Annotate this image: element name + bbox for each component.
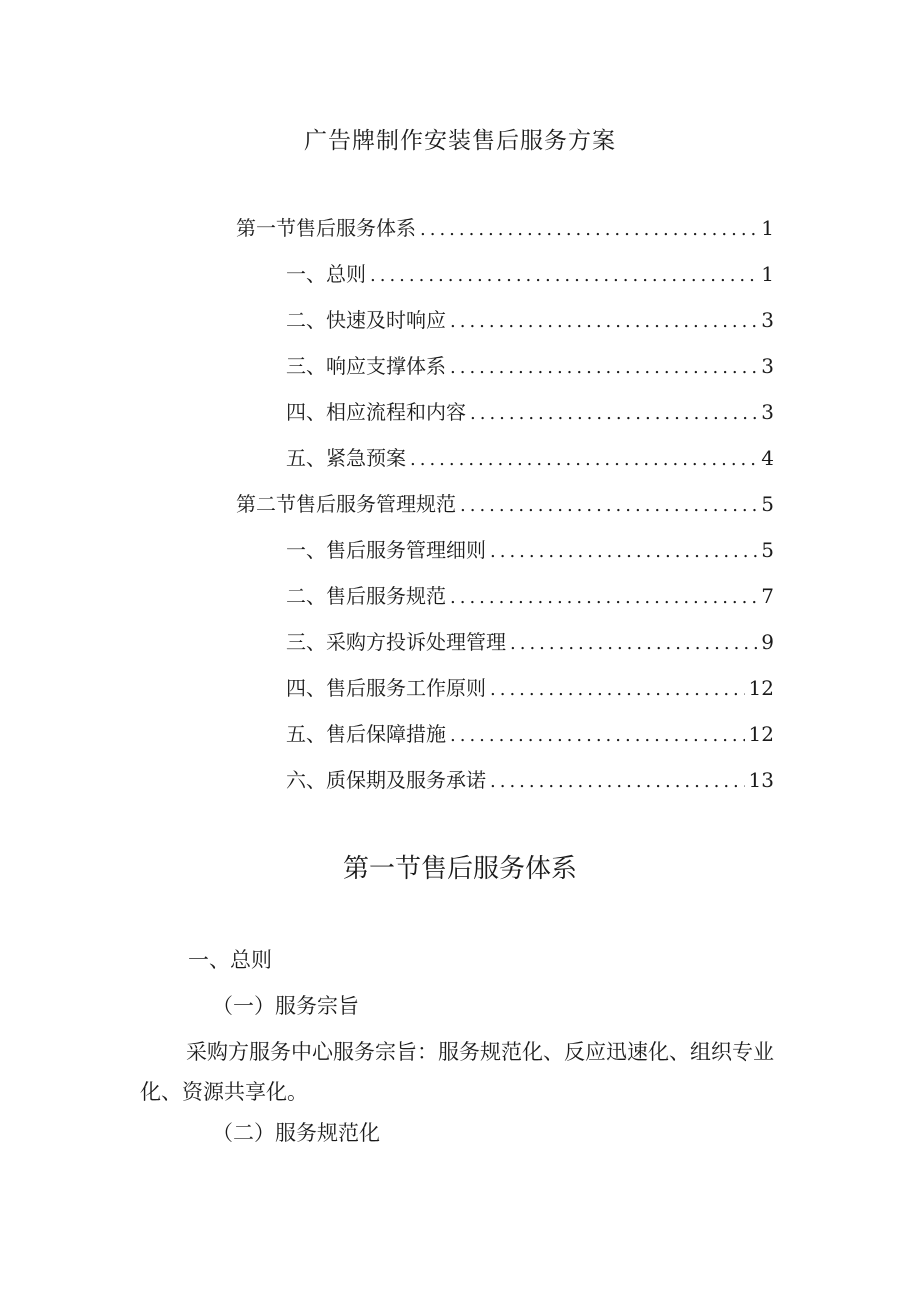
sub-item-heading: （一）服务宗旨 <box>212 994 359 1018</box>
toc-entry[interactable] <box>0 668 774 714</box>
toc-page-number: 12 <box>748 722 774 746</box>
toc-entry[interactable] <box>0 484 774 530</box>
toc-entry[interactable] <box>0 346 774 392</box>
toc-entry-label: 二、售后服务规范 <box>286 584 446 608</box>
toc-page-number: 3 <box>761 354 774 378</box>
toc-leader-dots <box>420 210 757 250</box>
toc-entry-label: 五、售后保障措施 <box>286 722 446 746</box>
toc-page-number: 5 <box>761 492 774 516</box>
toc-entry-label: 六、质保期及服务承诺 <box>286 768 486 792</box>
toc-leader-dots <box>450 348 757 388</box>
toc-leader-dots <box>410 440 757 480</box>
sub-item-heading: （二）服务规范化 <box>212 1121 380 1145</box>
toc-leader-dots <box>450 578 757 618</box>
toc-entry-label: 二、快速及时响应 <box>286 308 446 332</box>
toc-entry[interactable] <box>0 576 774 622</box>
toc-entry-label: 五、紧急预案 <box>286 446 406 470</box>
toc-entry[interactable] <box>0 300 774 346</box>
document-title: 广告牌制作安装售后服务方案 <box>304 128 616 154</box>
toc-entry-label: 一、总则 <box>286 262 366 286</box>
toc-entry[interactable] <box>0 438 774 484</box>
toc-leader-dots <box>450 302 757 342</box>
toc-entry[interactable] <box>0 392 774 438</box>
toc-leader-dots <box>490 670 745 710</box>
toc-page-number: 5 <box>761 538 774 562</box>
toc-entry-label: 第一节售后服务体系 <box>236 216 416 240</box>
toc-entry-label: 三、响应支撑体系 <box>286 354 446 378</box>
toc-entry-label: 三、采购方投诉处理管理 <box>286 630 506 654</box>
toc-entry-label: 一、售后服务管理细则 <box>286 538 486 562</box>
toc-page-number: 7 <box>761 584 774 608</box>
toc-page-number: 4 <box>761 446 774 470</box>
toc-page-number: 1 <box>761 262 774 286</box>
toc-entry[interactable] <box>0 622 774 668</box>
toc-entry[interactable] <box>0 714 774 760</box>
toc-leader-dots <box>450 716 745 756</box>
toc-leader-dots <box>370 256 757 296</box>
toc-entry[interactable] <box>0 208 774 254</box>
subsection-heading: 一、总则 <box>188 948 272 972</box>
toc-entry-label: 第二节售后服务管理规范 <box>236 492 456 516</box>
section-heading: 第一节售后服务体系 <box>342 854 577 884</box>
toc-entry[interactable] <box>0 254 774 300</box>
toc-leader-dots <box>460 486 757 526</box>
toc-entry[interactable] <box>0 760 774 806</box>
toc-page-number: 12 <box>748 676 774 700</box>
table-of-contents <box>0 208 920 806</box>
toc-page-number: 13 <box>748 768 774 792</box>
toc-page-number: 3 <box>761 308 774 332</box>
toc-leader-dots <box>490 532 757 572</box>
toc-page-number: 1 <box>761 216 774 240</box>
toc-leader-dots <box>490 762 745 802</box>
body-paragraph: 采购方服务中心服务宗旨：服务规范化、反应迅速化、组织专业化、资源共享化。 <box>140 1040 774 1104</box>
toc-entry-label: 四、售后服务工作原则 <box>286 676 486 700</box>
toc-page-number: 9 <box>761 630 774 654</box>
toc-leader-dots <box>510 624 757 664</box>
toc-entry[interactable] <box>0 530 774 576</box>
toc-leader-dots <box>470 394 757 434</box>
toc-entry-label: 四、相应流程和内容 <box>286 400 466 424</box>
toc-page-number: 3 <box>761 400 774 424</box>
